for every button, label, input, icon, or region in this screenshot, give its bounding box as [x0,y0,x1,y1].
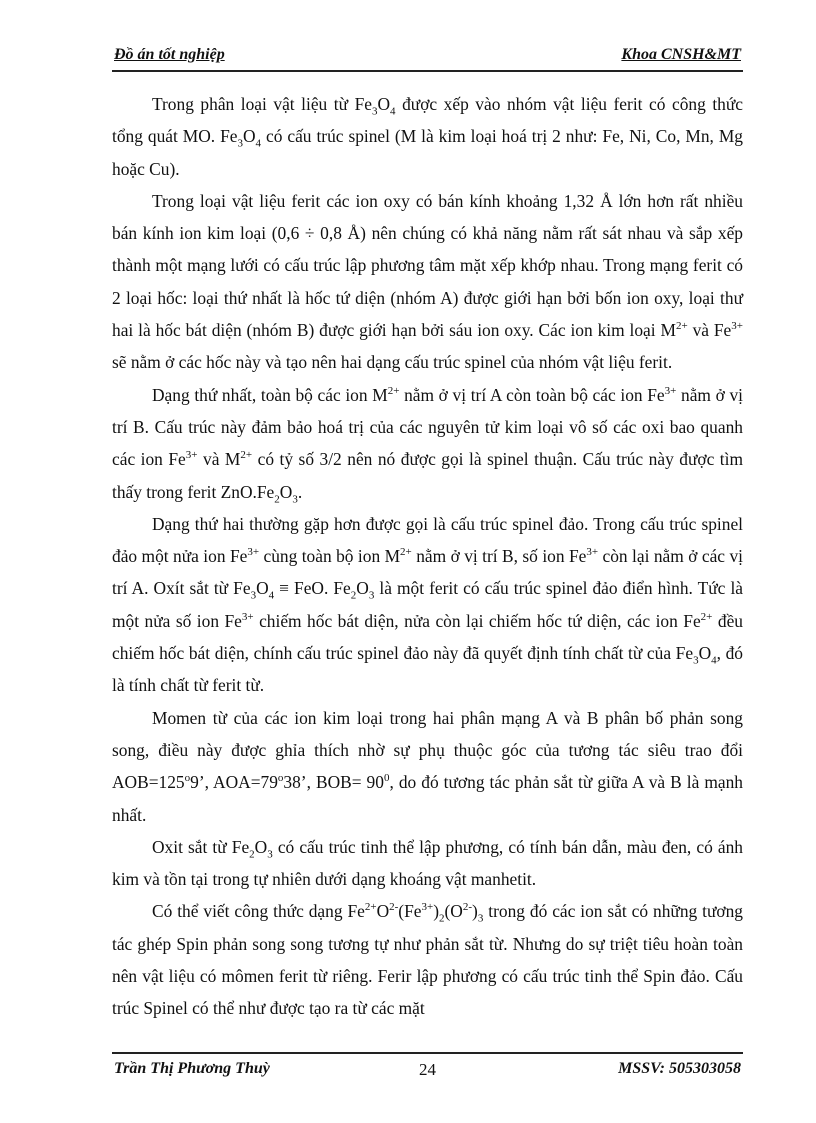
text-run: có cấu trúc tinh thể lập phương, có tính bán dẫn, màu đen, có ánh kim và tồn tại trong tự nhiên dưới dạng khoáng vật manhetit. [112,836,743,890]
superscript: 2- [389,901,399,914]
text-run: O [377,94,391,114]
superscript: 2+ [387,384,400,397]
superscript: 2- [462,901,473,914]
subscript: 2 [249,848,255,861]
text-run: Trong phân loại vật liệu từ Fe [152,94,372,114]
subscript: 4 [711,654,717,667]
page-header [112,44,743,72]
subscript: 3 [368,589,375,602]
paragraph [112,379,743,508]
text-run: có tỷ số 3/2 nên nó được gọi là spinel thuận. Cấu trúc này được tìm thấy trong ferit ZnO.Fe [112,449,743,502]
superscript: o [277,772,284,785]
text-run: được xếp vào nhóm vật liệu ferit có công thức tổng quát MO. Fe [112,94,743,147]
text-run: 9’, AOA=79 [190,772,278,793]
footer-student-id: MSSV: 505303058 [618,1060,741,1077]
text-run: còn lại nằm ở các vị trí A. Oxít sắt từ Fe [112,546,743,599]
text-run: có cấu trúc spinel (M là kim loại hoá trị 2 như: Fe, Ni, Co, Mn, Mg hoặc Cu). [112,126,743,179]
paragraph [112,702,743,831]
text-run: O [254,836,268,857]
subscript: 3 [477,912,484,925]
text-run: O [356,578,369,599]
text-run: O [256,578,269,599]
text-run: O [698,643,712,664]
subscript: 4 [255,137,262,150]
page-footer [112,1052,743,1084]
text-run: và Fe [687,320,732,341]
subscript: 2 [274,493,280,506]
text-run: (Fe [398,901,422,922]
superscript: 0 [383,772,390,785]
text-run: nằm ở vị trí B, số ion Fe [411,546,587,567]
text-run: Có thể viết công thức dạng Fe [152,901,365,922]
text-run: Oxit sắt từ Fe [152,836,250,857]
text-run: nằm ở vị trí B. Cấu trúc này đảm bảo hoá trị của các nguyên tử kim loại vô số các oxi bao quanh các ion Fe [112,384,743,470]
paragraph [112,895,743,1024]
text-run: nằm ở vị trí A còn toàn bộ các ion Fe [399,384,665,405]
subscript: 4 [390,105,396,118]
text-run: sẽ nằm ở các hốc này và tạo nên hai dạng cấu trúc spinel của nhóm vật liệu ferit. [112,352,673,373]
superscript: 3+ [421,901,434,914]
superscript: 3+ [731,320,743,333]
text-run: O [376,901,390,922]
superscript: 2+ [700,610,713,623]
text-run: O [242,126,256,147]
superscript: 2+ [400,546,412,559]
page-number: 24 [419,1060,436,1079]
text-run: chiếm hốc bát diện, nửa còn lại chiếm hốc tứ diện, các ion Fe [253,610,701,631]
body-text [112,88,743,1025]
superscript: 2+ [675,320,688,333]
superscript: 2+ [240,449,253,462]
superscript: o [184,772,191,785]
subscript: 3 [250,589,257,602]
text-run: ) [472,901,478,922]
text-run: đều chiếm hốc bát diện, chính cấu trúc spinel đảo này đã quyết định tính chất từ của Fe [112,610,743,664]
paragraph [112,185,743,379]
subscript: 4 [268,589,275,602]
superscript: 2+ [364,901,377,914]
text-run: 38’, BOB= 90 [283,772,384,793]
paragraph [112,508,743,702]
subscript: 3 [371,105,378,118]
text-run: (O [444,901,463,922]
superscript: 3+ [185,449,198,462]
subscript: 3 [693,654,699,667]
subscript: 3 [267,848,273,861]
paragraph [112,88,743,185]
header-thesis-title: Đồ án tốt nghiệp [114,46,225,63]
text-run: là một ferit có cấu trúc spinel đảo điển hình. Tức là một nửa số ion Fe [112,578,743,631]
text-run: ) [433,901,439,922]
paragraph [112,831,743,896]
text-run: và M [197,449,241,470]
header-faculty: Khoa CNSH&MT [621,46,741,63]
superscript: 3+ [586,546,599,559]
superscript: 3+ [241,610,254,623]
text-run: . [297,481,303,502]
superscript: 3+ [664,384,677,397]
subscript: 3 [237,137,243,150]
text-run: trong đó các ion sắt có những tương tác ghép Spin phản song song tương tự như phản sắt từ. Nhưng do sự triệt tiêu hoàn toàn nên vật liệu có mômen ferit từ riêng. Ferir lập phương có cấu trúc tinh thể Spin đảo. Cấu trúc Spinel có thể như được tạo ra từ các mặt [112,901,743,1019]
text-run: Dạng thứ hai thường gặp hơn được gọi là cấu trúc spinel đảo. Trong cấu trúc spinel đảo một nửa ion Fe [112,513,743,567]
text-run: cùng toàn bộ ion M [259,546,401,567]
superscript: 3+ [247,546,260,559]
text-run: Dạng thứ nhất, toàn bộ các ion M [152,384,388,405]
text-run: Trong loại vật liệu ferit các ion oxy có bán kính khoảng 1,32 Å lớn hơn rất nhiều bán kính ion kim loại (0,6 ÷ 0,8 Å) nên chúng có khả năng nằm rất sát nhau và sắp xếp thành một mạng lưới có cấu trúc lập phương tâm mặt xếp khớp nhau. Trong mạng ferit có 2 loại hốc: loại thứ nhất là hốc tứ diện (nhóm A) được giới hạn bởi bốn ion oxy, loại thư hai là hốc bát diện (nhóm B) được giới hạn bởi sáu ion oxy. Các ion kim loại M [112,190,743,341]
text-run: , do đó tương tác phản sắt từ giữa A và B là mạnh nhất. [112,772,743,825]
text-run: ≡ FeO. Fe [274,578,351,599]
text-run: , đó là tính chất từ ferit từ. [112,643,743,696]
subscript: 2 [350,589,357,602]
text-run: O [279,481,293,502]
text-run: Momen từ của các ion kim loại trong hai phân mạng A và B phân bố phản song song, điều này được ghỉa thích nhờ sự phụ thuộc góc của tương tác siêu trao đổi AOB=125 [112,707,743,793]
subscript: 2 [439,912,445,925]
subscript: 3 [292,493,298,506]
footer-author: Trần Thị Phương Thuỳ [114,1060,270,1077]
